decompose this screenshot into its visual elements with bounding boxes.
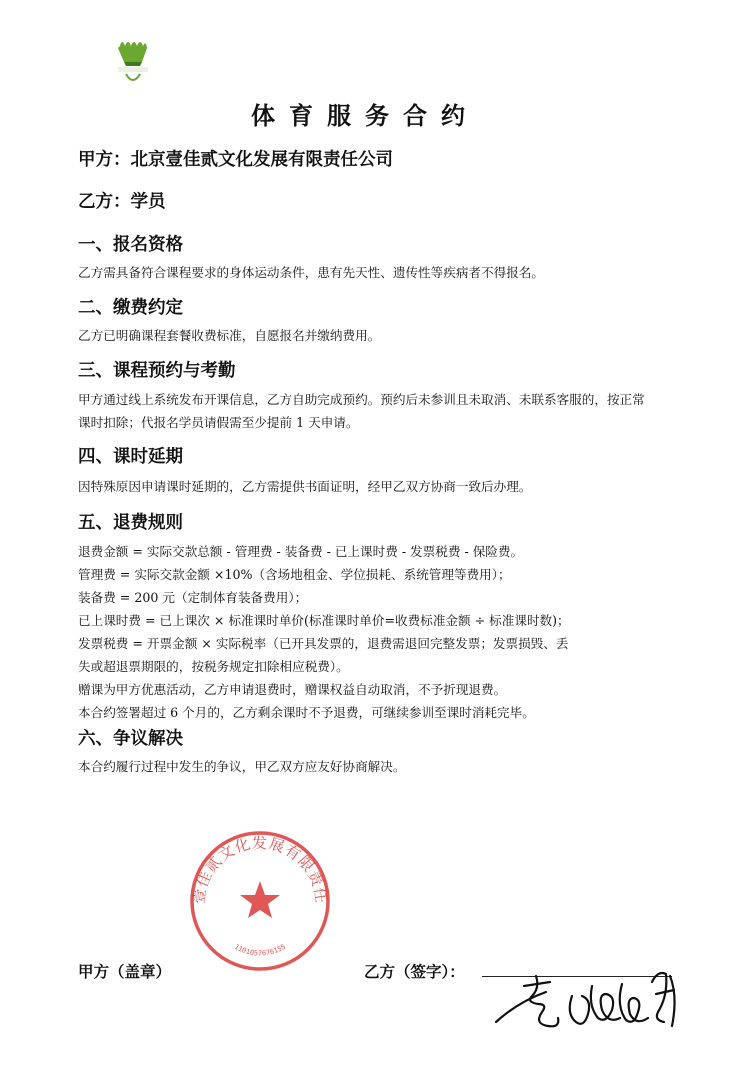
refund-rule-line: 管理费 = 实际交款金额 ×10%（含场地租金、学位损耗、系统管理等费用）； [78,567,511,582]
refund-rule-line: 本合约签署超过 6 个月的，乙方剩余课时不予退费，可继续参训至课时消耗完毕。 [78,705,535,720]
seal-number: 1101057676155 [232,942,288,958]
party-a: 甲方：北京壹佳贰文化发展有限责任公司 [78,150,393,170]
company-seal [180,826,340,976]
party-a-seal-label: 甲方（盖章） [78,963,172,981]
refund-rule-line: 赠课为甲方优惠活动，乙方申请退费时，赠课权益自动取消，不予折现退费。 [78,682,507,697]
refund-rule-line: 发票税费 = 开票金额 × 实际税率（已开具发票的，退费需退回完整发票；发票损毁、丢 [78,636,569,651]
handwritten-signature [488,966,688,1046]
section-body: 乙方已明确课程套餐收费标准，自愿报名并缴纳费用。 [78,328,381,343]
section-heading: 一、报名资格 [78,235,183,255]
party-b-sign-label: 乙方（签字）： [364,963,465,981]
refund-rule-line: 装备费 = 200 元（定制体育装备费用）； [78,590,308,605]
party-b: 乙方：学员 [78,192,166,212]
svg-text:1101057676155 [233,943,287,958]
section-heading: 三、课程预约与考勤 [78,361,236,381]
section-body: 乙方需具备符合课程要求的身体运动条件，患有先天性、遗传性等疾病者不得报名。 [78,265,544,280]
section-heading: 二、缴费约定 [78,298,183,318]
document-title: 体育服务合约 [251,102,479,130]
section-body: 本合约履行过程中发生的争议，甲乙双方应友好协商解决。 [78,759,406,774]
refund-rule-line: 失或超退票期限的，按税务规定扣除相应税费）。 [78,659,349,674]
section-heading: 六、争议解决 [78,729,183,749]
refund-rule-line: 退费金额 = 实际交款总额 - 管理费 - 装备费 - 已上课时费 - 发票税费 - 保险费。 [78,544,524,559]
section-body: 因特殊原因申请课时延期的，乙方需提供书面证明，经甲乙双方协商一致后办理。 [78,479,532,494]
section-heading: 四、课时延期 [78,447,183,467]
section-body: 甲方通过线上系统发布开课信息，乙方自助完成预约。预约后未参训且未取消、未联系客服的，按正常课时扣除；代报名学员请假需至少提前 1 天申请。 [78,392,645,430]
refund-rule-line: 已上课时费 = 已上课次 × 标准课时单价(标准课时单价=收费标准金额 ÷ 标准课时数)； [78,613,570,628]
seal-text: 壹佳贰文化发展有限责任 [189,834,331,905]
section-heading: 五、退费规则 [78,513,183,533]
company-logo [112,36,154,88]
